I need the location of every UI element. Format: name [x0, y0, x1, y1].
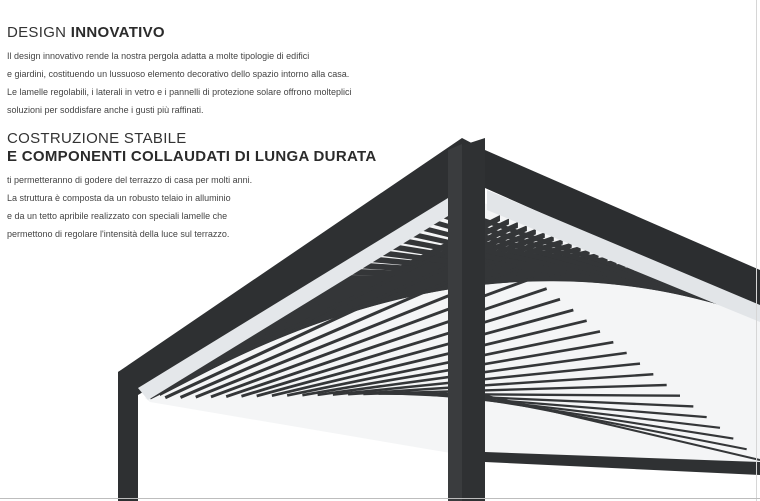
- heading-light-text: DESIGN: [7, 24, 71, 41]
- page-edge-line: [756, 0, 757, 501]
- heading-bold-text: INNOVATIVO: [70, 24, 165, 41]
- page-bottom-line: [0, 498, 760, 499]
- paragraph-line: permettono di regolare l'intensità della luce sul terrazzo.: [7, 229, 230, 239]
- section-construction: [7, 130, 376, 243]
- paragraph-line: Le lamelle regolabili, i laterali in vetro e i pannelli di protezione solare offrono molteplici: [7, 87, 352, 97]
- section-design-paragraph: [7, 47, 352, 119]
- section-construction-heading: [7, 130, 376, 166]
- heading-light-text: COSTRUZIONE STABILE: [7, 130, 187, 147]
- paragraph-line: soluzioni per soddisfare anche i gusti più raffinati.: [7, 105, 204, 115]
- section-design: [7, 24, 352, 119]
- paragraph-line: ti permetteranno di godere del terrazzo di casa per molti anni.: [7, 175, 253, 185]
- heading-bold-text: E COMPONENTI COLLAUDATI DI LUNGA DURATA: [7, 148, 377, 165]
- paragraph-line: Il design innovativo rende la nostra pergola adatta a molte tipologie di edifici: [7, 51, 310, 61]
- left-post: [118, 362, 138, 501]
- section-design-heading: [7, 24, 352, 42]
- paragraph-line: e da un tetto apribile realizzato con speciali lamelle che: [7, 211, 228, 221]
- paragraph-line: La struttura è composta da un robusto telaio in alluminio: [7, 193, 231, 203]
- section-construction-paragraph: [7, 171, 376, 243]
- front-post-face: [448, 144, 462, 501]
- paragraph-line: e giardini, costituendo un lussuoso elemento decorativo dello spazio intorno alla casa.: [7, 69, 350, 79]
